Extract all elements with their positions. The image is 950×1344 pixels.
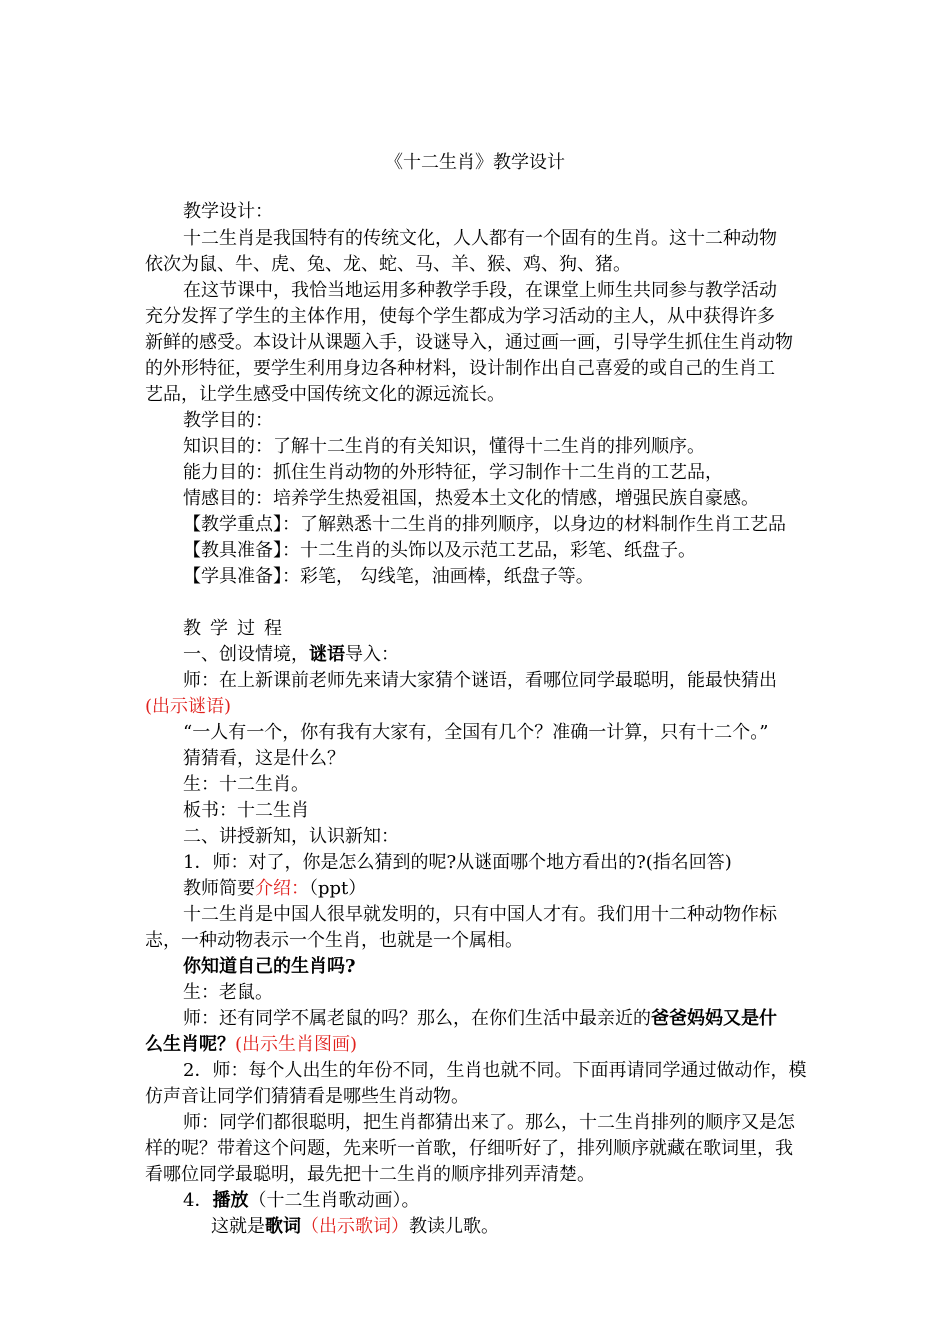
goal-ability: 能力目的：抓住生肖动物的外形特征，学习制作十二生肖的工艺品，	[183, 462, 723, 483]
teacher-song-line: 看哪位同学最聪明，最先把十二生肖的顺序排列弄清楚。	[145, 1164, 595, 1185]
document-title: 《十二生肖》教学设计	[385, 152, 565, 173]
teacher-intro-text: 教师简要	[183, 878, 255, 899]
teacher-intro-red: 介绍：	[255, 878, 309, 899]
student-answer-1: 生：十二生肖。	[183, 774, 309, 795]
show-zodiac-pictures-note: (出示生肖图画)	[235, 1034, 358, 1055]
goals-heading: 教学目的：	[183, 410, 273, 431]
teacher-parents-text: 师：还有同学不属老鼠的吗？那么，在你们生活中最亲近的	[183, 1008, 651, 1029]
teacher-song-line: 师：同学们都很聪明，把生肖都猜出来了。那么，十二生肖排列的顺序又是怎	[183, 1112, 795, 1133]
section-1-text: 一、创设情境，	[183, 644, 309, 665]
lyrics-line	[211, 1214, 815, 1239]
teacher-parents-question-cont	[145, 1032, 815, 1057]
section-1-text-end: 导入：	[345, 644, 399, 665]
zodiac-paragraph-line: 十二生肖是中国人很早就发明的，只有中国人才有。我们用十二种动物作标	[183, 904, 777, 925]
section-2-heading: 二、讲授新知，认识新知：	[183, 826, 399, 847]
goal-knowledge: 知识目的：了解十二生肖的有关知识，懂得十二生肖的排列顺序。	[183, 436, 705, 457]
teacher-intro	[183, 876, 815, 901]
key-point: 【教学重点】：了解熟悉十二生肖的排列顺序，以身边的材料制作生肖工艺品	[183, 514, 786, 535]
method-paragraph-line: 的外形特征，要学生利用身边各种材料，设计制作出自己喜爱的或自己的生肖工	[145, 358, 775, 379]
guess-prompt: 猜猜看，这是什么？	[183, 748, 345, 769]
teacher-riddle-intro: 师：在上新课前老师先来请大家猜个谜语，看哪位同学最聪明，能最快猜出	[183, 670, 777, 691]
question-2-line: 2．师：每个人出生的年份不同，生肖也就不同。下面再请同学通过做动作，模	[183, 1060, 807, 1081]
student-answer-2: 生：老鼠。	[183, 982, 273, 1003]
teacher-prep: 【教具准备】：十二生肖的头饰以及示范工艺品，彩笔、纸盘子。	[183, 540, 696, 561]
lyrics-text: 这就是	[211, 1216, 265, 1237]
lyrics-bold: 歌词	[265, 1216, 301, 1237]
step-4-bold: 播放	[212, 1190, 249, 1211]
lyrics-text-end: 教读儿歌。	[409, 1216, 499, 1237]
method-paragraph-line: 新鲜的感受。本设计从课题入手，设谜导入，通过画一画，引导学生抓住生肖动物	[145, 332, 793, 353]
teacher-parents-question	[183, 1006, 815, 1031]
method-paragraph-line: 艺品，让学生感受中国传统文化的源远流长。	[145, 384, 505, 405]
board-writing: 板书：十二生肖	[183, 800, 309, 821]
teacher-song-line: 样的呢？带着这个问题，先来听一首歌，仔细听好了，排列顺序就藏在歌词里，我	[145, 1138, 793, 1159]
riddle-text: “一人有一个，你有我有大家有，全国有几个？准确一计算，只有十二个。”	[183, 722, 769, 743]
own-zodiac-question: 你知道自己的生肖吗?	[183, 956, 356, 977]
teacher-parents-bold: 爸爸妈妈又是什	[651, 1008, 777, 1029]
method-paragraph-line: 充分发挥了学生的主体作用，使每个学生都成为学习活动的主人，从中获得许多	[145, 306, 775, 327]
goal-emotion: 情感目的：培养学生热爱祖国，热爱本土文化的情感，增强民族自豪感。	[183, 488, 759, 509]
intro-paragraph-line: 十二生肖是我国特有的传统文化，人人都有一个固有的生肖。这十二种动物	[183, 228, 777, 249]
student-prep: 【学具准备】：彩笔， 勾线笔，油画棒，纸盘子等。	[183, 566, 594, 587]
section-1-heading	[183, 642, 815, 667]
teacher-parents-bold-cont: 么生肖呢？	[145, 1034, 235, 1055]
question-1: 1．师：对了，你是怎么猜到的呢?从谜面哪个地方看出的?(指名回答)	[183, 852, 732, 873]
step-4-number: 4．	[183, 1190, 213, 1211]
zodiac-paragraph-line: 志，一种动物表示一个生肖，也就是一个属相。	[145, 930, 523, 951]
question-2-line: 仿声音让同学们猜猜看是哪些生肖动物。	[145, 1086, 469, 1107]
teacher-intro-ppt: （ppt）	[309, 878, 367, 899]
show-riddle-note: (出示谜语)	[145, 696, 232, 717]
intro-paragraph-line: 依次为鼠、牛、虎、兔、龙、蛇、马、羊、猴、鸡、狗、猪。	[145, 254, 631, 275]
step-4-text: （十二生肖歌动画）。	[248, 1190, 420, 1211]
process-heading: 教学过程	[183, 618, 291, 639]
step-4-play	[183, 1188, 815, 1213]
show-lyrics-note: （出示歌词）	[301, 1216, 409, 1237]
method-paragraph-line: 在这节课中，我恰当地运用多种教学手段，在课堂上师生共同参与教学活动	[183, 280, 777, 301]
section-1-bold: 谜语	[309, 644, 345, 665]
design-heading: 教学设计：	[183, 201, 273, 222]
